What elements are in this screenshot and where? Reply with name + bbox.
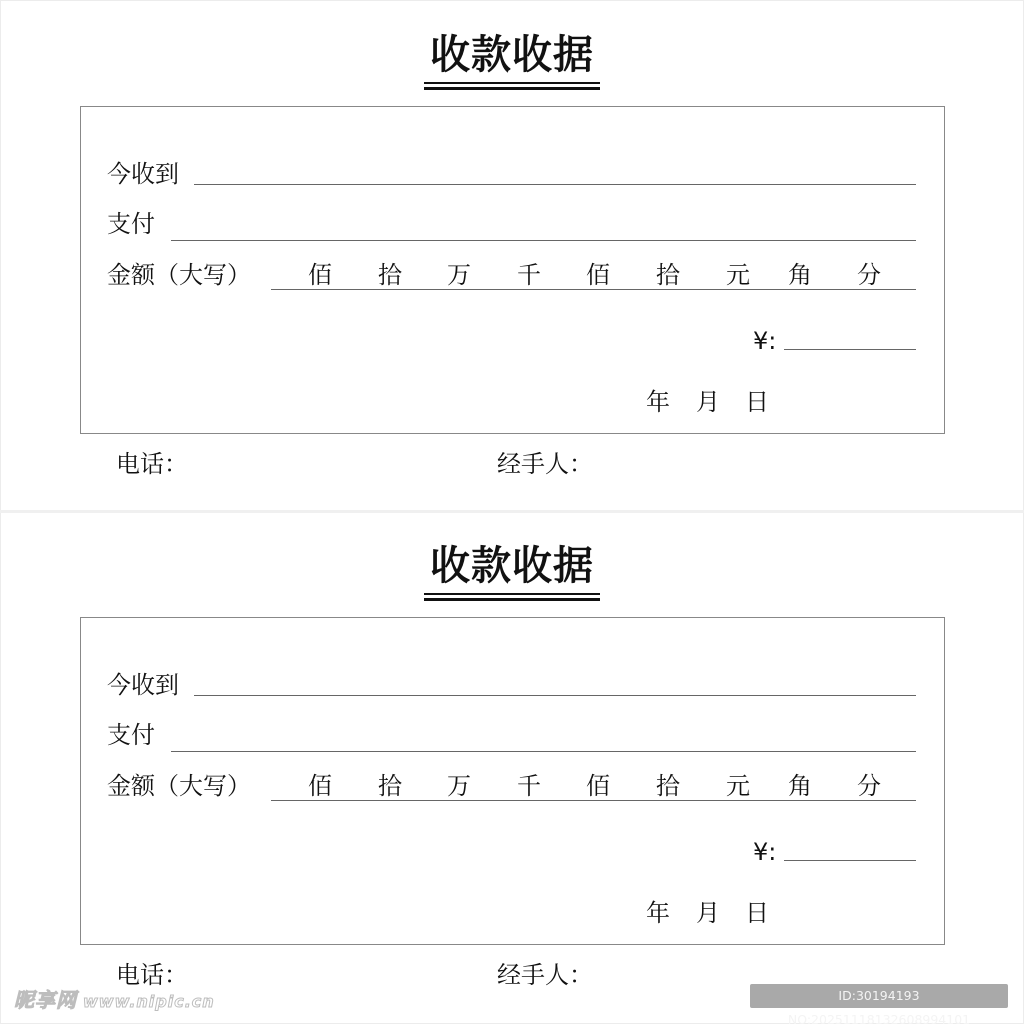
title-underline-thick xyxy=(424,598,600,601)
amount-unit-yuan: 元 xyxy=(726,772,750,800)
payment-label: 支付 xyxy=(107,210,155,238)
date-month-label: 月 xyxy=(696,388,720,416)
amount-unit-jiao: 角 xyxy=(788,772,812,800)
id-badge: ID:30194193 NO:20251118132608994101 xyxy=(750,984,1008,1008)
currency-label: ¥: xyxy=(753,838,777,866)
currency-amount-field[interactable] xyxy=(784,349,916,350)
handler-label: 经手人： xyxy=(497,961,593,989)
receipt-title: 收款收据 xyxy=(430,542,594,589)
amount-unit-shi: 拾 xyxy=(378,261,402,289)
amount-unit-qian: 千 xyxy=(517,772,541,800)
amount-unit-bai: 佰 xyxy=(308,772,332,800)
amount-unit-fen: 分 xyxy=(857,772,881,800)
amount-unit-qian: 千 xyxy=(517,261,541,289)
date-year-label: 年 xyxy=(646,388,670,416)
received-from-field[interactable] xyxy=(194,695,916,696)
date-day-label: 日 xyxy=(745,388,769,416)
currency-amount-field[interactable] xyxy=(784,860,916,861)
handler-label: 经手人： xyxy=(497,450,593,478)
amount-unit-jiao: 角 xyxy=(788,261,812,289)
amount-unit-wan: 万 xyxy=(447,772,471,800)
amount-unit-fen: 分 xyxy=(857,261,881,289)
date-month-label: 月 xyxy=(696,899,720,927)
title-underline xyxy=(424,593,600,595)
payment-field[interactable] xyxy=(171,240,916,241)
received-from-field[interactable] xyxy=(194,184,916,185)
amount-unit-bai: 佰 xyxy=(308,261,332,289)
amount-unit-shi: 拾 xyxy=(378,772,402,800)
site-watermark xyxy=(14,984,215,1013)
currency-label: ¥: xyxy=(753,327,777,355)
date-year-label: 年 xyxy=(646,899,670,927)
receipt-1 xyxy=(0,0,1024,511)
title-underline xyxy=(424,82,600,84)
amount-unit-shi-2: 拾 xyxy=(656,772,680,800)
receipt-title: 收款收据 xyxy=(430,31,594,78)
amount-unit-yuan: 元 xyxy=(726,261,750,289)
amount-unit-bai-2: 佰 xyxy=(586,772,610,800)
payment-label: 支付 xyxy=(107,721,155,749)
receipt-2 xyxy=(0,511,1024,1022)
amount-unit-shi-2: 拾 xyxy=(656,261,680,289)
date-day-label: 日 xyxy=(745,899,769,927)
received-from-label: 今收到 xyxy=(107,671,179,699)
title-underline-thick xyxy=(424,87,600,90)
site-name: 昵享网 xyxy=(14,988,77,1012)
amount-unit-wan: 万 xyxy=(447,261,471,289)
amount-unit-bai-2: 佰 xyxy=(586,261,610,289)
site-url: www.nipic.cn xyxy=(83,992,215,1011)
phone-label: 电话： xyxy=(116,961,188,989)
payment-field[interactable] xyxy=(171,751,916,752)
phone-label: 电话： xyxy=(116,450,188,478)
received-from-label: 今收到 xyxy=(107,160,179,188)
amount-label: 金额（大写） xyxy=(107,261,251,289)
amount-label: 金额（大写） xyxy=(107,772,251,800)
